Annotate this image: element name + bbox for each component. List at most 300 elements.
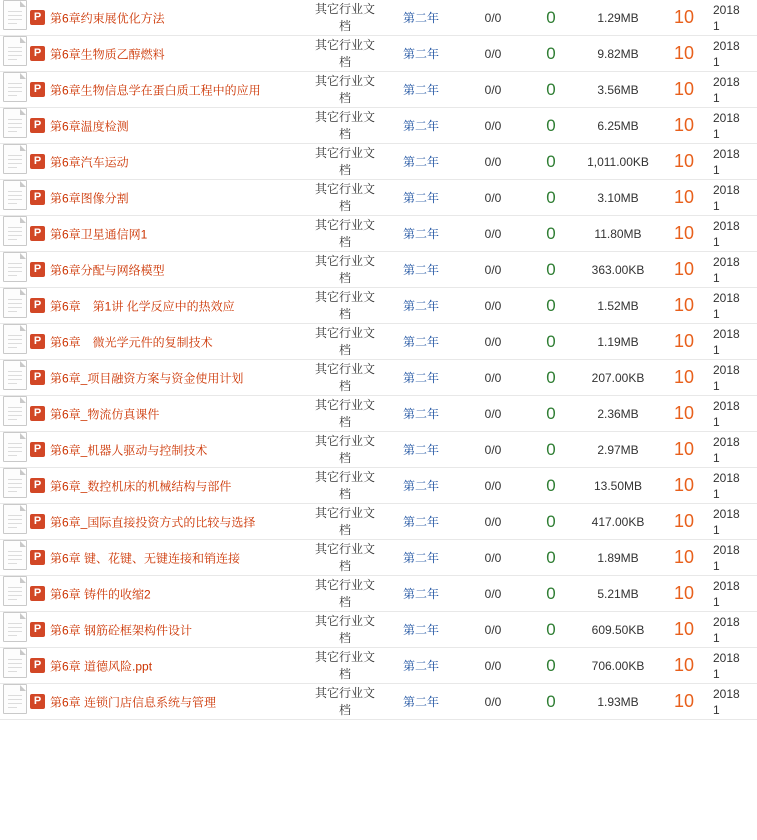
year-cell <box>377 72 465 108</box>
date-line-2: 1 <box>713 270 720 285</box>
price-value: 10 <box>655 576 713 612</box>
date-line-1: 2018 <box>713 74 740 89</box>
table-row <box>0 324 757 360</box>
category-label: 其它行业文档 <box>313 468 377 504</box>
date-line-2: 1 <box>713 18 720 33</box>
year-link[interactable]: 第二年 <box>402 695 439 709</box>
category-label: 其它行业文档 <box>313 72 377 108</box>
date-line-1: 2018 <box>713 506 740 521</box>
date-line-2: 1 <box>713 90 720 105</box>
title-cell <box>30 648 313 684</box>
date-cell <box>713 576 757 612</box>
ratio-value: 0/0 <box>465 288 521 324</box>
document-thumbnail-icon[interactable] <box>3 648 27 678</box>
price-value: 10 <box>655 216 713 252</box>
powerpoint-icon: P <box>30 658 45 673</box>
ratio-value: 0/0 <box>465 684 521 720</box>
table-row <box>0 72 757 108</box>
document-thumbnail-icon[interactable] <box>3 432 27 462</box>
year-link[interactable]: 第二年 <box>402 551 439 565</box>
date-line-1: 2018 <box>713 254 740 269</box>
year-link[interactable]: 第二年 <box>402 479 439 493</box>
powerpoint-icon: P <box>30 298 45 313</box>
date-cell <box>713 36 757 72</box>
table-row <box>0 540 757 576</box>
thumbnail-cell <box>0 288 30 324</box>
year-link[interactable]: 第二年 <box>402 47 439 61</box>
category-label: 其它行业文档 <box>313 0 377 36</box>
date-line-2: 1 <box>713 558 720 573</box>
document-title-link[interactable]: 第6章 道德风险.ppt <box>50 658 153 673</box>
downloads-count: 0 <box>521 36 581 72</box>
date-cell <box>713 108 757 144</box>
category-label: 其它行业文档 <box>313 216 377 252</box>
powerpoint-icon: P <box>30 262 45 277</box>
downloads-count: 0 <box>521 504 581 540</box>
document-title-link[interactable]: 第6章_项目融资方案与资金使用计划 <box>50 370 244 385</box>
date-cell <box>713 648 757 684</box>
price-value: 10 <box>655 108 713 144</box>
date-cell <box>713 612 757 648</box>
category-label: 其它行业文档 <box>313 108 377 144</box>
thumbnail-cell <box>0 612 30 648</box>
powerpoint-icon: P <box>30 334 45 349</box>
document-title-link[interactable]: 第6章图像分割 <box>50 190 129 205</box>
file-size: 2.36MB <box>581 396 655 432</box>
table-row <box>0 216 757 252</box>
powerpoint-icon: P <box>30 694 45 709</box>
price-value: 10 <box>655 252 713 288</box>
category-label: 其它行业文档 <box>313 612 377 648</box>
document-title-link[interactable]: 第6章 微光学元件的复制技术 <box>50 334 213 349</box>
category-label: 其它行业文档 <box>313 144 377 180</box>
year-cell <box>377 324 465 360</box>
title-cell <box>30 252 313 288</box>
ratio-value: 0/0 <box>465 180 521 216</box>
table-row <box>0 360 757 396</box>
ratio-value: 0/0 <box>465 648 521 684</box>
title-cell <box>30 180 313 216</box>
year-link[interactable]: 第二年 <box>402 83 439 97</box>
table-row <box>0 0 757 36</box>
ratio-value: 0/0 <box>465 144 521 180</box>
downloads-count: 0 <box>521 0 581 36</box>
year-cell <box>377 36 465 72</box>
price-value: 10 <box>655 36 713 72</box>
title-cell <box>30 0 313 36</box>
date-line-2: 1 <box>713 342 720 357</box>
ratio-value: 0/0 <box>465 468 521 504</box>
date-line-1: 2018 <box>713 326 740 341</box>
year-link[interactable]: 第二年 <box>402 11 439 25</box>
title-cell <box>30 396 313 432</box>
date-line-2: 1 <box>713 594 720 609</box>
year-cell <box>377 612 465 648</box>
ratio-value: 0/0 <box>465 396 521 432</box>
downloads-count: 0 <box>521 180 581 216</box>
category-label: 其它行业文档 <box>313 684 377 720</box>
ratio-value: 0/0 <box>465 504 521 540</box>
table-row <box>0 396 757 432</box>
category-label: 其它行业文档 <box>313 540 377 576</box>
document-thumbnail-icon[interactable] <box>3 360 27 390</box>
powerpoint-icon: P <box>30 586 45 601</box>
date-cell <box>713 684 757 720</box>
thumbnail-cell <box>0 72 30 108</box>
price-value: 10 <box>655 684 713 720</box>
ratio-value: 0/0 <box>465 108 521 144</box>
date-line-2: 1 <box>713 198 720 213</box>
category-label: 其它行业文档 <box>313 360 377 396</box>
file-size: 1.19MB <box>581 324 655 360</box>
date-cell <box>713 252 757 288</box>
document-thumbnail-icon[interactable] <box>3 396 27 426</box>
table-row <box>0 36 757 72</box>
powerpoint-icon: P <box>30 370 45 385</box>
year-cell <box>377 540 465 576</box>
year-cell <box>377 0 465 36</box>
date-line-2: 1 <box>713 414 720 429</box>
document-thumbnail-icon[interactable] <box>3 216 27 246</box>
year-cell <box>377 180 465 216</box>
thumbnail-cell <box>0 360 30 396</box>
ratio-value: 0/0 <box>465 540 521 576</box>
date-line-2: 1 <box>713 450 720 465</box>
date-cell <box>713 216 757 252</box>
date-line-1: 2018 <box>713 542 740 557</box>
powerpoint-icon: P <box>30 190 45 205</box>
year-cell <box>377 252 465 288</box>
file-size: 207.00KB <box>581 360 655 396</box>
powerpoint-icon: P <box>30 82 45 97</box>
powerpoint-icon: P <box>30 622 45 637</box>
powerpoint-icon: P <box>30 442 45 457</box>
downloads-count: 0 <box>521 216 581 252</box>
price-value: 10 <box>655 324 713 360</box>
document-thumbnail-icon[interactable] <box>3 252 27 282</box>
table-row <box>0 108 757 144</box>
file-size: 1.89MB <box>581 540 655 576</box>
price-value: 10 <box>655 468 713 504</box>
date-line-2: 1 <box>713 306 720 321</box>
table-row <box>0 180 757 216</box>
document-title-link[interactable]: 第6章_机器人驱动与控制技术 <box>50 442 208 457</box>
document-title-link[interactable]: 第6章 连锁门店信息系统与管理 <box>50 694 217 709</box>
document-title-link[interactable]: 第6章 铸件的收缩2 <box>50 586 151 601</box>
document-title-link[interactable]: 第6章分配与网络模型 <box>50 262 165 277</box>
date-line-1: 2018 <box>713 146 740 161</box>
document-thumbnail-icon[interactable] <box>3 684 27 714</box>
date-cell <box>713 324 757 360</box>
price-value: 10 <box>655 360 713 396</box>
ratio-value: 0/0 <box>465 36 521 72</box>
date-cell <box>713 360 757 396</box>
document-title-link[interactable]: 第6章汽车运动 <box>50 154 129 169</box>
document-title-link[interactable]: 第6章 键、花键、无键连接和销连接 <box>50 550 241 565</box>
document-thumbnail-icon[interactable] <box>3 612 27 642</box>
ratio-value: 0/0 <box>465 432 521 468</box>
document-thumbnail-icon[interactable] <box>3 468 27 498</box>
date-cell <box>713 396 757 432</box>
downloads-count: 0 <box>521 612 581 648</box>
document-thumbnail-icon[interactable] <box>3 0 27 30</box>
thumbnail-cell <box>0 648 30 684</box>
date-line-1: 2018 <box>713 218 740 233</box>
year-link[interactable]: 第二年 <box>402 371 439 385</box>
price-value: 10 <box>655 432 713 468</box>
table-row <box>0 288 757 324</box>
date-line-1: 2018 <box>713 578 740 593</box>
downloads-count: 0 <box>521 576 581 612</box>
document-title-link[interactable]: 第6章生物质乙醇燃料 <box>50 46 165 61</box>
file-size: 417.00KB <box>581 504 655 540</box>
price-value: 10 <box>655 396 713 432</box>
year-cell <box>377 684 465 720</box>
date-line-2: 1 <box>713 162 720 177</box>
powerpoint-icon: P <box>30 514 45 529</box>
year-link[interactable]: 第二年 <box>402 191 439 205</box>
title-cell <box>30 324 313 360</box>
category-label: 其它行业文档 <box>313 324 377 360</box>
title-cell <box>30 360 313 396</box>
date-cell <box>713 144 757 180</box>
date-cell <box>713 432 757 468</box>
category-label: 其它行业文档 <box>313 36 377 72</box>
year-link[interactable]: 第二年 <box>402 587 439 601</box>
document-thumbnail-icon[interactable] <box>3 144 27 174</box>
thumbnail-cell <box>0 324 30 360</box>
category-label: 其它行业文档 <box>313 252 377 288</box>
year-cell <box>377 432 465 468</box>
price-value: 10 <box>655 72 713 108</box>
table-row <box>0 144 757 180</box>
title-cell <box>30 612 313 648</box>
date-line-1: 2018 <box>713 182 740 197</box>
date-line-1: 2018 <box>713 470 740 485</box>
file-size: 9.82MB <box>581 36 655 72</box>
price-value: 10 <box>655 648 713 684</box>
document-title-link[interactable]: 第6章 钢筋砼框架构件设计 <box>50 622 193 637</box>
table-row <box>0 648 757 684</box>
year-link[interactable]: 第二年 <box>402 443 439 457</box>
table-row <box>0 252 757 288</box>
year-link[interactable]: 第二年 <box>402 299 439 313</box>
document-thumbnail-icon[interactable] <box>3 36 27 66</box>
date-line-2: 1 <box>713 126 720 141</box>
table-row <box>0 468 757 504</box>
thumbnail-cell <box>0 504 30 540</box>
year-link[interactable]: 第二年 <box>402 659 439 673</box>
date-line-1: 2018 <box>713 2 740 17</box>
year-cell <box>377 648 465 684</box>
category-label: 其它行业文档 <box>313 576 377 612</box>
year-cell <box>377 576 465 612</box>
price-value: 10 <box>655 612 713 648</box>
thumbnail-cell <box>0 396 30 432</box>
title-cell <box>30 504 313 540</box>
downloads-count: 0 <box>521 72 581 108</box>
year-cell <box>377 360 465 396</box>
thumbnail-cell <box>0 684 30 720</box>
document-title-link[interactable]: 第6章_国际直接投资方式的比较与选择 <box>50 514 256 529</box>
thumbnail-cell <box>0 180 30 216</box>
document-thumbnail-icon[interactable] <box>3 288 27 318</box>
ratio-value: 0/0 <box>465 576 521 612</box>
date-line-2: 1 <box>713 666 720 681</box>
year-cell <box>377 216 465 252</box>
date-line-1: 2018 <box>713 650 740 665</box>
title-cell <box>30 108 313 144</box>
downloads-count: 0 <box>521 252 581 288</box>
year-cell <box>377 108 465 144</box>
year-link[interactable]: 第二年 <box>402 515 439 529</box>
year-link[interactable]: 第二年 <box>402 335 439 349</box>
thumbnail-cell <box>0 36 30 72</box>
date-line-2: 1 <box>713 486 720 501</box>
title-cell <box>30 288 313 324</box>
document-thumbnail-icon[interactable] <box>3 72 27 102</box>
document-thumbnail-icon[interactable] <box>3 540 27 570</box>
document-title-link[interactable]: 第6章生物信息学在蛋白质工程中的应用 <box>50 82 261 97</box>
category-label: 其它行业文档 <box>313 432 377 468</box>
powerpoint-icon: P <box>30 118 45 133</box>
price-value: 10 <box>655 504 713 540</box>
downloads-count: 0 <box>521 396 581 432</box>
powerpoint-icon: P <box>30 478 45 493</box>
document-title-link[interactable]: 第6章_物流仿真课件 <box>50 406 160 421</box>
powerpoint-icon: P <box>30 406 45 421</box>
title-cell <box>30 684 313 720</box>
ratio-value: 0/0 <box>465 0 521 36</box>
document-title-link[interactable]: 第6章卫星通信网1 <box>50 226 148 241</box>
date-line-2: 1 <box>713 54 720 69</box>
thumbnail-cell <box>0 468 30 504</box>
document-thumbnail-icon[interactable] <box>3 180 27 210</box>
thumbnail-cell <box>0 144 30 180</box>
date-line-2: 1 <box>713 234 720 249</box>
ratio-value: 0/0 <box>465 360 521 396</box>
date-line-2: 1 <box>713 702 720 717</box>
price-value: 10 <box>655 540 713 576</box>
year-cell <box>377 288 465 324</box>
ratio-value: 0/0 <box>465 324 521 360</box>
document-title-link[interactable]: 第6章_数控机床的机械结构与部件 <box>50 478 232 493</box>
file-size: 3.56MB <box>581 72 655 108</box>
table-row <box>0 612 757 648</box>
downloads-count: 0 <box>521 324 581 360</box>
file-size: 11.80MB <box>581 216 655 252</box>
document-thumbnail-icon[interactable] <box>3 108 27 138</box>
document-thumbnail-icon[interactable] <box>3 504 27 534</box>
date-cell <box>713 288 757 324</box>
document-title-link[interactable]: 第6章约束展优化方法 <box>50 10 165 25</box>
powerpoint-icon: P <box>30 226 45 241</box>
date-cell <box>713 0 757 36</box>
date-line-1: 2018 <box>713 398 740 413</box>
file-size: 609.50KB <box>581 612 655 648</box>
powerpoint-icon: P <box>30 46 45 61</box>
thumbnail-cell <box>0 432 30 468</box>
file-size: 363.00KB <box>581 252 655 288</box>
ratio-value: 0/0 <box>465 216 521 252</box>
year-cell <box>377 468 465 504</box>
year-link[interactable]: 第二年 <box>402 155 439 169</box>
title-cell <box>30 540 313 576</box>
title-cell <box>30 576 313 612</box>
date-cell <box>713 540 757 576</box>
document-title-link[interactable]: 第6章 第1讲 化学反应中的热效应 <box>50 298 235 313</box>
downloads-count: 0 <box>521 360 581 396</box>
downloads-count: 0 <box>521 144 581 180</box>
thumbnail-cell <box>0 252 30 288</box>
year-link[interactable]: 第二年 <box>402 263 439 277</box>
downloads-count: 0 <box>521 288 581 324</box>
downloads-count: 0 <box>521 648 581 684</box>
document-thumbnail-icon[interactable] <box>3 576 27 606</box>
file-size: 5.21MB <box>581 576 655 612</box>
table-row <box>0 684 757 720</box>
thumbnail-cell <box>0 540 30 576</box>
powerpoint-icon: P <box>30 154 45 169</box>
powerpoint-icon: P <box>30 550 45 565</box>
ratio-value: 0/0 <box>465 252 521 288</box>
file-size: 2.97MB <box>581 432 655 468</box>
file-size: 1.93MB <box>581 684 655 720</box>
downloads-count: 0 <box>521 432 581 468</box>
file-size: 1,011.00KB <box>581 144 655 180</box>
date-line-1: 2018 <box>713 434 740 449</box>
file-size: 1.29MB <box>581 0 655 36</box>
title-cell <box>30 216 313 252</box>
date-line-2: 1 <box>713 522 720 537</box>
date-cell <box>713 180 757 216</box>
date-cell <box>713 468 757 504</box>
document-thumbnail-icon[interactable] <box>3 324 27 354</box>
category-label: 其它行业文档 <box>313 288 377 324</box>
title-cell <box>30 144 313 180</box>
price-value: 10 <box>655 180 713 216</box>
file-size: 6.25MB <box>581 108 655 144</box>
thumbnail-cell <box>0 576 30 612</box>
year-link[interactable]: 第二年 <box>402 119 439 133</box>
table-row <box>0 504 757 540</box>
category-label: 其它行业文档 <box>313 504 377 540</box>
year-link[interactable]: 第二年 <box>402 407 439 421</box>
title-cell <box>30 432 313 468</box>
powerpoint-icon: P <box>30 10 45 25</box>
document-title-link[interactable]: 第6章温度检测 <box>50 118 129 133</box>
title-cell <box>30 72 313 108</box>
year-cell <box>377 396 465 432</box>
date-line-1: 2018 <box>713 290 740 305</box>
downloads-count: 0 <box>521 540 581 576</box>
downloads-count: 0 <box>521 468 581 504</box>
date-line-2: 1 <box>713 378 720 393</box>
year-cell <box>377 144 465 180</box>
table-row <box>0 432 757 468</box>
title-cell <box>30 468 313 504</box>
category-label: 其它行业文档 <box>313 180 377 216</box>
year-link[interactable]: 第二年 <box>402 623 439 637</box>
category-label: 其它行业文档 <box>313 396 377 432</box>
price-value: 10 <box>655 288 713 324</box>
file-size: 1.52MB <box>581 288 655 324</box>
category-label: 其它行业文档 <box>313 648 377 684</box>
thumbnail-cell <box>0 0 30 36</box>
year-link[interactable]: 第二年 <box>402 227 439 241</box>
date-cell <box>713 72 757 108</box>
ratio-value: 0/0 <box>465 72 521 108</box>
